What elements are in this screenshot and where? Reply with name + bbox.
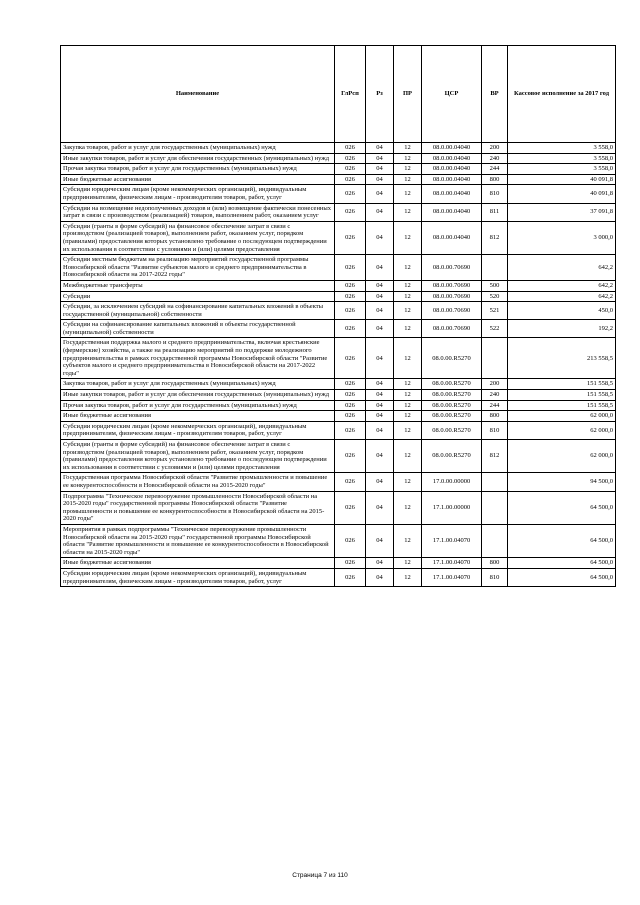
cell-vr — [482, 473, 508, 491]
cell-amount: 642,2 — [508, 255, 616, 281]
cell-csr: 08.0.00.R5270 — [422, 421, 482, 439]
cell-pr: 12 — [394, 558, 422, 569]
cell-vr: 800 — [482, 411, 508, 422]
cell-csr: 08.0.00.R5270 — [422, 390, 482, 401]
table-row — [61, 338, 616, 379]
table-row — [61, 291, 616, 302]
cell-pr: 12 — [394, 411, 422, 422]
cell-name: Прочая закупка товаров, работ и услуг для государственных (муниципальных) нужд — [61, 164, 335, 175]
cell-amount: 213 558,5 — [508, 338, 616, 379]
cell-pr: 12 — [394, 400, 422, 411]
cell-pr: 12 — [394, 221, 422, 254]
cell-amount: 64 500,0 — [508, 491, 616, 524]
cell-name: Субсидии местным бюджетам на реализацию мероприятий государственной программы Новосибирской области "Развитие субъектов малого и среднего предпринимательства в Новосибирской области на 2017-2022 годы" — [61, 255, 335, 281]
cell-grs: 026 — [335, 440, 366, 473]
cell-vr: 200 — [482, 379, 508, 390]
cell-amount: 642,2 — [508, 280, 616, 291]
cell-csr: 08.0.00.R5270 — [422, 379, 482, 390]
cell-name: Иные бюджетные ассигнования — [61, 558, 335, 569]
table-row — [61, 174, 616, 185]
cell-amount: 3 558,0 — [508, 153, 616, 164]
cell-amount: 62 000,0 — [508, 411, 616, 422]
table-row — [61, 185, 616, 203]
cell-vr: 522 — [482, 320, 508, 338]
cell-grs: 026 — [335, 221, 366, 254]
cell-rz: 04 — [366, 568, 394, 586]
cell-amount: 40 091,8 — [508, 185, 616, 203]
cell-grs: 026 — [335, 280, 366, 291]
cell-pr: 12 — [394, 280, 422, 291]
header-pr: ПР — [394, 46, 422, 143]
cell-csr: 08.0.00.R5270 — [422, 411, 482, 422]
cell-csr: 08.0.00.04040 — [422, 221, 482, 254]
page-number: Страница 7 из 110 — [292, 872, 348, 879]
cell-amount: 192,2 — [508, 320, 616, 338]
cell-name: Субсидии (гранты в форме субсидий) на финансовое обеспечение затрат в связи с производством (реализацией товаров), выполнением работ, оказанием услуг, порядком (правилами) предоставления которых установлено требование о последующем подтверждении их использования в соответствии с условиями и (или) целями предоставления — [61, 440, 335, 473]
header-csr: ЦСР — [422, 46, 482, 143]
cell-grs: 026 — [335, 473, 366, 491]
cell-vr: 810 — [482, 421, 508, 439]
table-row — [61, 473, 616, 491]
header-grs: ГлРсп — [335, 46, 366, 143]
cell-pr: 12 — [394, 291, 422, 302]
cell-name: Прочая закупка товаров, работ и услуг для государственных (муниципальных) нужд — [61, 400, 335, 411]
table-header-row — [61, 46, 616, 143]
cell-pr: 12 — [394, 255, 422, 281]
cell-name: Государственная поддержка малого и среднего предпринимательства, включая крестьянские (фермерские) хозяйства, а также на реализацию мероприятий по поддержке молодежного предпринимательства в рамках государственной программы Новосибирской области "Развитие субъектов малого и среднего предпринимательства в Новосибирской области на 2017-2022 годы" — [61, 338, 335, 379]
cell-pr: 12 — [394, 421, 422, 439]
cell-rz: 04 — [366, 524, 394, 557]
table-row — [61, 255, 616, 281]
cell-rz: 04 — [366, 203, 394, 221]
cell-name: Государственная программа Новосибирской области "Развитие промышленности и повышение ее конкурентоспособности в Новосибирской области на 2015-2020 годы" — [61, 473, 335, 491]
cell-amount: 64 500,0 — [508, 558, 616, 569]
cell-pr: 12 — [394, 440, 422, 473]
cell-rz: 04 — [366, 320, 394, 338]
cell-rz: 04 — [366, 421, 394, 439]
table-row — [61, 221, 616, 254]
cell-csr: 08.0.00.70690 — [422, 255, 482, 281]
cell-csr: 08.0.00.04040 — [422, 143, 482, 154]
cell-vr — [482, 524, 508, 557]
cell-amount: 450,0 — [508, 302, 616, 320]
cell-amount: 151 558,5 — [508, 379, 616, 390]
cell-rz: 04 — [366, 302, 394, 320]
cell-rz: 04 — [366, 400, 394, 411]
cell-name: Субсидии, за исключением субсидий на софинансирование капитальных вложений в объекты государственной (муниципальной) собственности — [61, 302, 335, 320]
cell-csr: 17.1.00.04070 — [422, 524, 482, 557]
cell-pr: 12 — [394, 473, 422, 491]
cell-amount: 62 000,0 — [508, 440, 616, 473]
cell-vr: 800 — [482, 174, 508, 185]
cell-amount: 40 091,8 — [508, 174, 616, 185]
cell-grs: 026 — [335, 320, 366, 338]
cell-rz: 04 — [366, 558, 394, 569]
cell-vr: 810 — [482, 568, 508, 586]
table-row — [61, 390, 616, 401]
cell-name: Иные бюджетные ассигнования — [61, 411, 335, 422]
cell-amount: 3 558,0 — [508, 164, 616, 175]
cell-pr: 12 — [394, 153, 422, 164]
cell-amount: 642,2 — [508, 291, 616, 302]
cell-amount: 3 558,0 — [508, 143, 616, 154]
cell-vr — [482, 491, 508, 524]
budget-table — [60, 45, 616, 587]
cell-name: Субсидии юридическим лицам (кроме некоммерческих организаций), индивидуальным предпринимателям, физическим лицам - производителям товаров, работ, услуг — [61, 185, 335, 203]
cell-pr: 12 — [394, 338, 422, 379]
cell-csr: 17.1.00.04070 — [422, 568, 482, 586]
cell-grs: 026 — [335, 421, 366, 439]
cell-pr: 12 — [394, 164, 422, 175]
cell-csr: 08.0.00.04040 — [422, 153, 482, 164]
cell-csr: 08.0.00.70690 — [422, 280, 482, 291]
cell-amount: 62 000,0 — [508, 421, 616, 439]
cell-csr: 08.0.00.04040 — [422, 203, 482, 221]
cell-rz: 04 — [366, 280, 394, 291]
table-row — [61, 440, 616, 473]
cell-vr: 520 — [482, 291, 508, 302]
cell-name: Иные бюджетные ассигнования — [61, 174, 335, 185]
cell-grs: 026 — [335, 143, 366, 154]
cell-vr — [482, 255, 508, 281]
cell-name: Субсидии юридическим лицам (кроме некоммерческих организаций), индивидуальным предпринимателям, физическим лицам - производителям товаров, работ, услуг — [61, 568, 335, 586]
cell-pr: 12 — [394, 524, 422, 557]
cell-name: Субсидии — [61, 291, 335, 302]
table-row — [61, 491, 616, 524]
cell-csr: 08.0.00.04040 — [422, 185, 482, 203]
cell-csr: 17.1.00.04070 — [422, 558, 482, 569]
cell-amount: 37 091,8 — [508, 203, 616, 221]
cell-amount: 151 558,5 — [508, 400, 616, 411]
table-row — [61, 320, 616, 338]
cell-name: Подпрограмма "Техническое перевооружение промышленности Новосибирской области на 2015-2020 годы" государственной программы Новосибирской области "Развитие промышленности и повышение ее конкурентоспособности в Новосибирской области на 2015-2020 годы" — [61, 491, 335, 524]
cell-pr: 12 — [394, 185, 422, 203]
cell-grs: 026 — [335, 164, 366, 175]
cell-vr: 244 — [482, 400, 508, 411]
cell-grs: 026 — [335, 524, 366, 557]
cell-vr: 240 — [482, 153, 508, 164]
cell-csr: 17.0.00.00000 — [422, 473, 482, 491]
table-row — [61, 400, 616, 411]
cell-name: Иные закупки товаров, работ и услуг для обеспечения государственных (муниципальных) нужд — [61, 390, 335, 401]
cell-csr: 08.0.00.04040 — [422, 174, 482, 185]
cell-grs: 026 — [335, 379, 366, 390]
table-row — [61, 164, 616, 175]
cell-grs: 026 — [335, 338, 366, 379]
cell-grs: 026 — [335, 153, 366, 164]
header-name: Наименование — [61, 46, 335, 143]
cell-name: Закупка товаров, работ и услуг для государственных (муниципальных) нужд — [61, 379, 335, 390]
cell-name: Субсидии на возмещение недополученных доходов и (или) возмещение фактически понесенных затрат в связи с производством (реализацией) товаров, выполнением работ, оказанием услуг — [61, 203, 335, 221]
cell-csr: 08.0.00.04040 — [422, 164, 482, 175]
header-rz: Рз — [366, 46, 394, 143]
cell-vr: 200 — [482, 143, 508, 154]
cell-vr: 812 — [482, 440, 508, 473]
cell-vr: 521 — [482, 302, 508, 320]
cell-name: Субсидии юридическим лицам (кроме некоммерческих организаций), индивидуальным предпринимателям, физическим лицам - производителям товаров, работ, услуг — [61, 421, 335, 439]
cell-rz: 04 — [366, 291, 394, 302]
cell-rz: 04 — [366, 221, 394, 254]
cell-rz: 04 — [366, 390, 394, 401]
cell-grs: 026 — [335, 291, 366, 302]
cell-csr: 08.0.00.70690 — [422, 320, 482, 338]
table-row — [61, 411, 616, 422]
cell-rz: 04 — [366, 153, 394, 164]
cell-rz: 04 — [366, 143, 394, 154]
cell-vr: 240 — [482, 390, 508, 401]
cell-rz: 04 — [366, 411, 394, 422]
cell-csr: 08.0.00.70690 — [422, 291, 482, 302]
cell-vr: 500 — [482, 280, 508, 291]
cell-name: Субсидии на софинансирование капитальных вложений в объекты государственной (муниципальной) собственности — [61, 320, 335, 338]
table-row — [61, 421, 616, 439]
cell-csr: 08.0.00.R5270 — [422, 400, 482, 411]
cell-name: Закупка товаров, работ и услуг для государственных (муниципальных) нужд — [61, 143, 335, 154]
table-row — [61, 203, 616, 221]
cell-pr: 12 — [394, 174, 422, 185]
cell-pr: 12 — [394, 302, 422, 320]
cell-name: Мероприятия в рамках подпрограммы "Техническое перевооружение промышленности Новосибирской области на 2015-2020 годы" государственной программы Новосибирской области "Развитие промышленности и повышение ее конкурентоспособности в Новосибирской области на 2015-2020 годы" — [61, 524, 335, 557]
cell-pr: 12 — [394, 568, 422, 586]
table-row — [61, 524, 616, 557]
cell-csr: 08.0.00.70690 — [422, 302, 482, 320]
cell-pr: 12 — [394, 379, 422, 390]
cell-vr: 811 — [482, 203, 508, 221]
cell-vr: 800 — [482, 558, 508, 569]
cell-grs: 026 — [335, 491, 366, 524]
cell-grs: 026 — [335, 203, 366, 221]
cell-grs: 026 — [335, 185, 366, 203]
cell-amount: 94 500,0 — [508, 473, 616, 491]
cell-csr: 08.0.00.R5270 — [422, 440, 482, 473]
cell-amount: 64 500,0 — [508, 524, 616, 557]
header-vr: ВР — [482, 46, 508, 143]
cell-grs: 026 — [335, 558, 366, 569]
cell-amount: 64 500,0 — [508, 568, 616, 586]
cell-name: Межбюджетные трансферты — [61, 280, 335, 291]
cell-pr: 12 — [394, 491, 422, 524]
cell-amount: 151 558,5 — [508, 390, 616, 401]
cell-rz: 04 — [366, 164, 394, 175]
cell-csr: 08.0.00.R5270 — [422, 338, 482, 379]
table-row — [61, 302, 616, 320]
header-amount: Кассовое исполнение за 2017 год — [508, 46, 616, 143]
cell-rz: 04 — [366, 185, 394, 203]
table-row — [61, 143, 616, 154]
cell-rz: 04 — [366, 440, 394, 473]
cell-rz: 04 — [366, 255, 394, 281]
cell-amount: 3 000,0 — [508, 221, 616, 254]
cell-pr: 12 — [394, 390, 422, 401]
cell-pr: 12 — [394, 320, 422, 338]
table-row — [61, 153, 616, 164]
cell-vr: 810 — [482, 185, 508, 203]
cell-grs: 026 — [335, 255, 366, 281]
cell-grs: 026 — [335, 568, 366, 586]
cell-vr: 812 — [482, 221, 508, 254]
table-row — [61, 558, 616, 569]
cell-rz: 04 — [366, 491, 394, 524]
cell-grs: 026 — [335, 302, 366, 320]
cell-grs: 026 — [335, 411, 366, 422]
table-row — [61, 280, 616, 291]
table-row — [61, 568, 616, 586]
cell-rz: 04 — [366, 379, 394, 390]
cell-pr: 12 — [394, 143, 422, 154]
cell-name: Иные закупки товаров, работ и услуг для обеспечения государственных (муниципальных) нужд — [61, 153, 335, 164]
cell-vr: 244 — [482, 164, 508, 175]
cell-grs: 026 — [335, 400, 366, 411]
table-row — [61, 379, 616, 390]
cell-grs: 026 — [335, 174, 366, 185]
cell-rz: 04 — [366, 338, 394, 379]
cell-name: Субсидии (гранты в форме субсидий) на финансовое обеспечение затрат в связи с производством (реализацией товаров), выполнением работ, оказанием услуг, порядком (правилами) предоставления которых установлено требование о последующем подтверждении их использования в соответствии с условиями и (или) целями предоставления — [61, 221, 335, 254]
cell-rz: 04 — [366, 473, 394, 491]
cell-grs: 026 — [335, 390, 366, 401]
cell-vr — [482, 338, 508, 379]
cell-csr: 17.1.00.00000 — [422, 491, 482, 524]
cell-pr: 12 — [394, 203, 422, 221]
cell-rz: 04 — [366, 174, 394, 185]
